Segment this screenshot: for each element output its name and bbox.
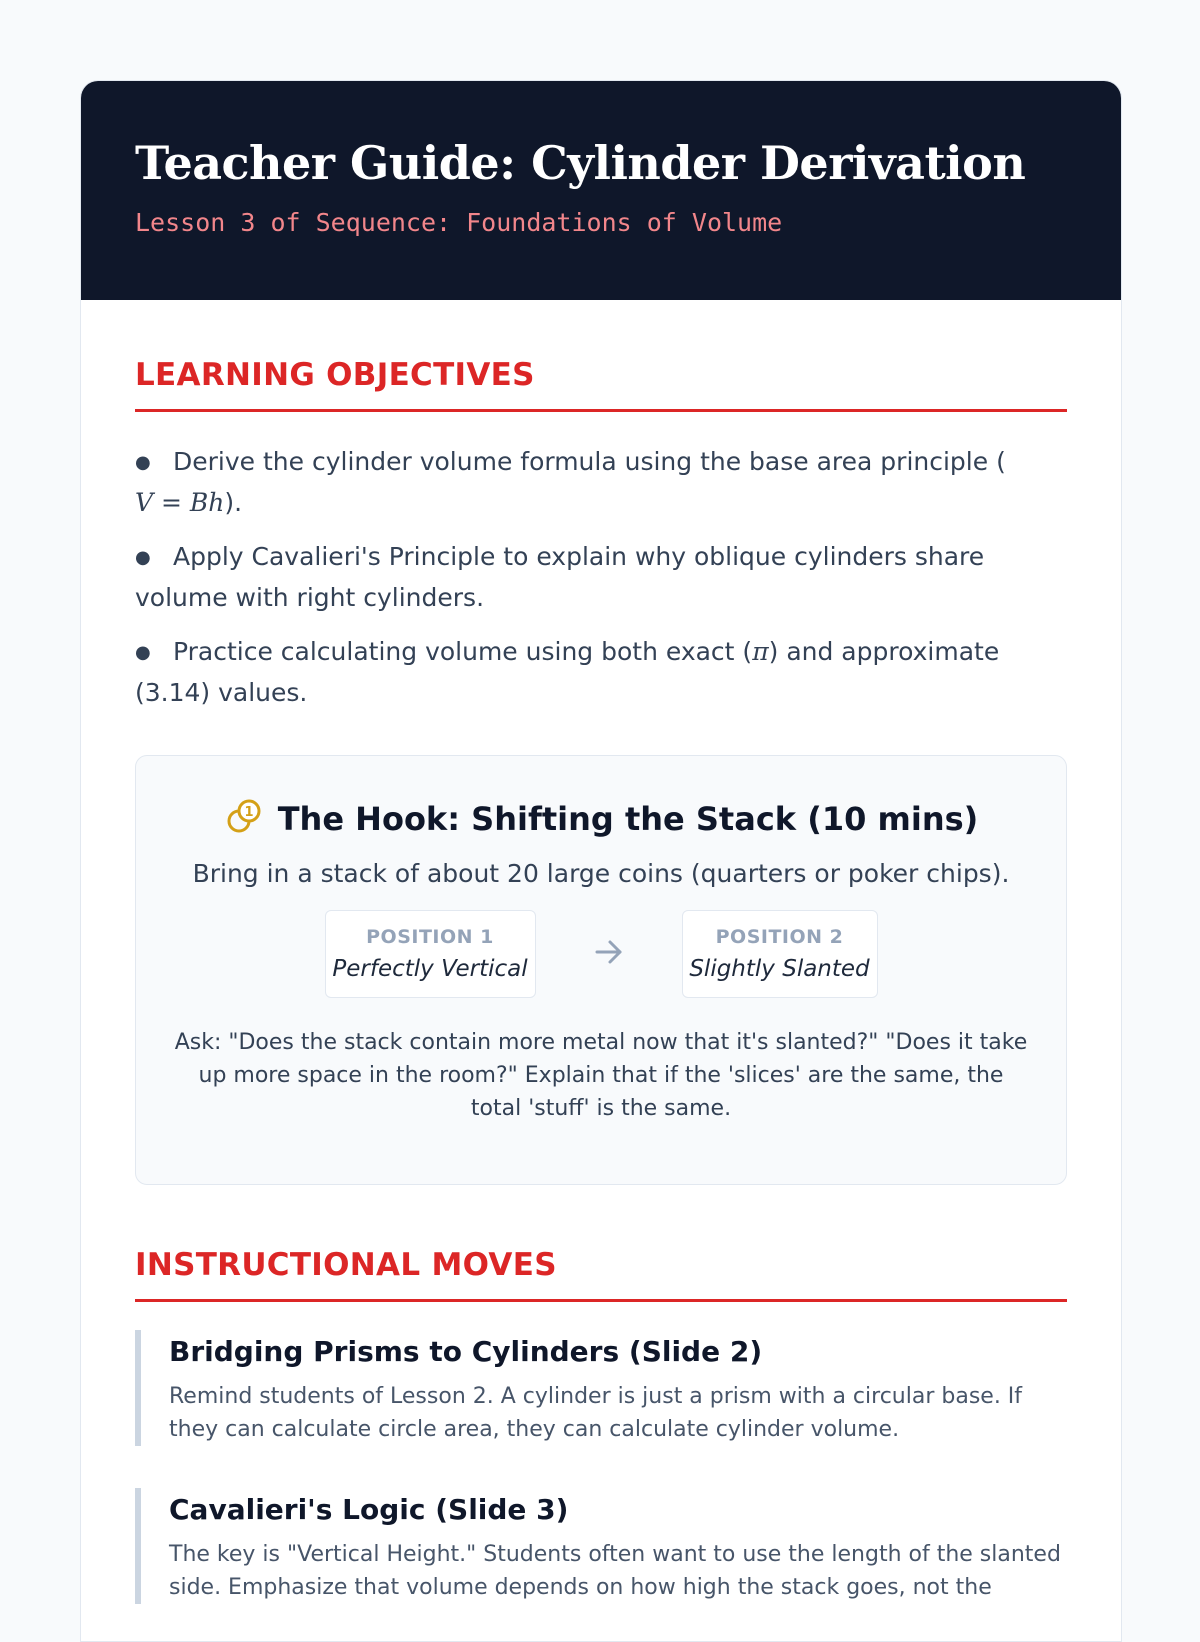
list-item [135, 537, 1067, 618]
hook-title [136, 756, 1066, 842]
formula: V = Bh [135, 488, 225, 517]
list-item [135, 442, 1067, 523]
bullet-icon: ● [135, 547, 151, 568]
move-title: Cavalieri's Logic (Slide 3) [169, 1493, 569, 1526]
objective-text: Apply Cavalieri's Principle to explain why oblique cylinders share volume with right cylinders. [135, 542, 985, 612]
hook-question: Ask: "Does the stack contain more metal now that it's slanted?" "Does it take up more space in the room?" Explain that if the 'slices' are the same, the total 'stuff' is the same. [174, 1030, 1028, 1121]
bullet-icon: ● [135, 452, 151, 473]
position-1-card [325, 910, 536, 998]
objective-text: Derive the cylinder volume formula using the base area principle ( [173, 447, 1006, 476]
move-title: Bridging Prisms to Cylinders (Slide 2) [169, 1335, 763, 1368]
move-item [135, 1330, 1067, 1446]
page-subtitle: Lesson 3 of Sequence: Foundations of Volume [135, 208, 783, 237]
coins-icon [224, 796, 264, 836]
guide-body [81, 355, 1121, 1604]
objectives-list [135, 442, 1067, 713]
hook-title-text: The Hook: Shifting the Stack (10 mins) [277, 800, 979, 838]
position-label: POSITION 2 [715, 926, 844, 948]
move-item [135, 1488, 1067, 1604]
position-value: Perfectly Vertical [332, 956, 528, 982]
position-2-card [682, 910, 878, 998]
objective-text-end: ) and approximate (3.14) values. [135, 637, 1000, 707]
teacher-guide-card [80, 80, 1122, 1642]
objectives-heading: LEARNING OBJECTIVES [135, 355, 1067, 412]
moves-heading: INSTRUCTIONAL MOVES [135, 1245, 1067, 1302]
page-title: Teacher Guide: Cylinder Derivation [135, 136, 1026, 190]
move-text: The key is "Vertical Height." Students often want to use the length of the slanted side. Emphasize that volume depends on how high the stack goes, not the [169, 1542, 1061, 1600]
list-item [135, 632, 1067, 713]
move-text: Remind students of Lesson 2. A cylinder is just a prism with a circular base. If they can calculate circle area, they can calculate cylinder volume. [169, 1384, 1023, 1442]
objective-text-end: ). [224, 488, 243, 517]
position-label: POSITION 1 [366, 926, 494, 948]
objective-text: Practice calculating volume using both exact ( [173, 637, 753, 666]
positions-row [136, 910, 1066, 998]
arrow-right-icon [536, 936, 682, 972]
position-value: Slightly Slanted [689, 956, 870, 982]
header [81, 81, 1121, 300]
bullet-icon: ● [135, 642, 151, 663]
hook-box [135, 755, 1067, 1185]
hook-description: Bring in a stack of about 20 large coins (quarters or poker chips). [192, 859, 1010, 888]
svg-text:1: 1 [244, 805, 254, 820]
pi-symbol: π [752, 637, 769, 666]
